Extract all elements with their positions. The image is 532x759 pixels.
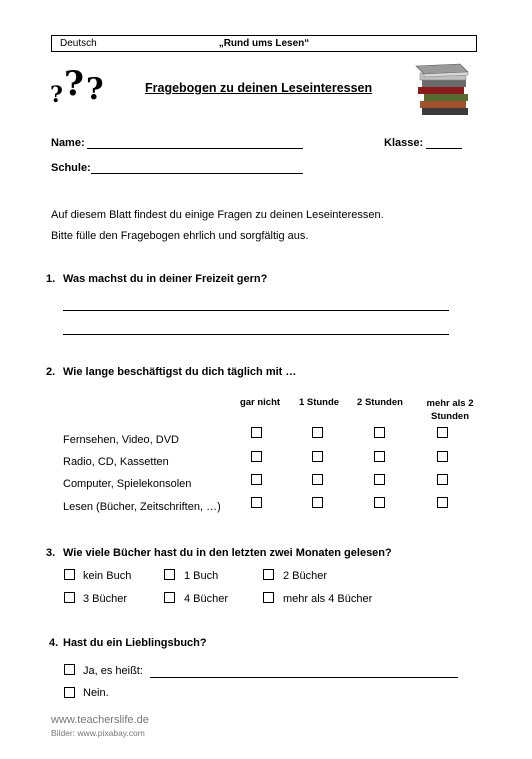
footer-site: www.teacherslife.de <box>51 714 149 726</box>
intro-line-2: Bitte fülle den Fragebogen ehrlich und sorgfältig aus. <box>51 230 309 242</box>
footer-credit: Bilder: www.pixabay.com <box>51 728 145 738</box>
name-label: Name: <box>51 137 85 149</box>
q2-checkbox[interactable] <box>374 474 385 485</box>
name-line[interactable] <box>87 148 303 149</box>
q2-col-header: gar nicht <box>239 397 281 408</box>
q1-number: 1. <box>46 273 56 285</box>
q4-checkbox-no[interactable] <box>64 687 75 698</box>
q2-checkbox[interactable] <box>251 427 262 438</box>
q1-text: Was machst du in deiner Freizeit gern? <box>63 273 268 285</box>
q2-col-header: 1 Stunde <box>298 397 340 408</box>
q3-checkbox[interactable] <box>64 569 75 580</box>
q2-row-label: Computer, Spielekonsolen <box>63 478 192 490</box>
q4-number: 4. <box>49 637 59 649</box>
q1-answer-line[interactable] <box>63 334 449 335</box>
q2-checkbox[interactable] <box>312 427 323 438</box>
q4-text: Hast du ein Lieblingsbuch? <box>63 637 207 649</box>
q2-checkbox[interactable] <box>374 451 385 462</box>
q4-checkbox-yes[interactable] <box>64 664 75 675</box>
q2-checkbox[interactable] <box>312 474 323 485</box>
q3-option-label: mehr als 4 Bücher <box>283 593 373 605</box>
q2-text: Wie lange beschäftigst du dich täglich mit … <box>63 366 297 378</box>
q2-checkbox[interactable] <box>374 427 385 438</box>
q3-option-label: 1 Buch <box>184 570 219 582</box>
q3-option-label: 3 Bücher <box>83 593 128 605</box>
school-label: Schule: <box>51 162 91 174</box>
q3-option-label: 2 Bücher <box>283 570 328 582</box>
q1-answer-line[interactable] <box>63 310 449 311</box>
q2-checkbox[interactable] <box>437 474 448 485</box>
q3-checkbox[interactable] <box>263 569 274 580</box>
q2-row-label: Lesen (Bücher, Zeitschriften, …) <box>63 501 221 513</box>
q4-option-yes: Ja, es heißt: <box>83 665 143 677</box>
q2-checkbox[interactable] <box>251 451 262 462</box>
q3-checkbox[interactable] <box>64 592 75 603</box>
header-box <box>51 35 477 52</box>
q3-text: Wie viele Bücher hast du in den letzten zwei Monaten gelesen? <box>63 547 392 559</box>
q3-number: 3. <box>46 547 56 559</box>
q2-checkbox[interactable] <box>374 497 385 508</box>
school-line[interactable] <box>91 173 303 174</box>
page-title: Fragebogen zu deinen Leseinteressen <box>145 81 373 95</box>
q2-checkbox[interactable] <box>251 474 262 485</box>
q3-checkbox[interactable] <box>263 592 274 603</box>
q2-checkbox[interactable] <box>312 497 323 508</box>
q2-col-header: mehr als 2 Stunden <box>426 398 474 422</box>
q4-option-no: Nein. <box>83 687 109 699</box>
topic-label: „Rund ums Lesen“ <box>218 38 310 49</box>
q4-book-title-line[interactable] <box>150 677 458 678</box>
q2-row-label: Fernsehen, Video, DVD <box>63 434 179 446</box>
q2-col-header: 2 Stunden <box>357 397 403 408</box>
questionmarks-icon: ? ? ? <box>50 64 104 108</box>
q2-checkbox[interactable] <box>437 451 448 462</box>
q3-checkbox[interactable] <box>164 592 175 603</box>
q2-row-label: Radio, CD, Kassetten <box>63 456 169 468</box>
q3-option-label: 4 Bücher <box>184 593 229 605</box>
class-label: Klasse: <box>384 137 424 149</box>
stack-of-books-icon <box>410 62 472 118</box>
q2-checkbox[interactable] <box>437 497 448 508</box>
q2-number: 2. <box>46 366 56 378</box>
q2-checkbox[interactable] <box>312 451 323 462</box>
q3-checkbox[interactable] <box>164 569 175 580</box>
q2-checkbox[interactable] <box>251 497 262 508</box>
subject-label: Deutsch <box>60 38 97 49</box>
intro-line-1: Auf diesem Blatt findest du einige Fragen zu deinen Leseinteressen. <box>51 209 384 221</box>
q2-checkbox[interactable] <box>437 427 448 438</box>
class-line[interactable] <box>426 148 462 149</box>
q3-option-label: kein Buch <box>83 570 132 582</box>
